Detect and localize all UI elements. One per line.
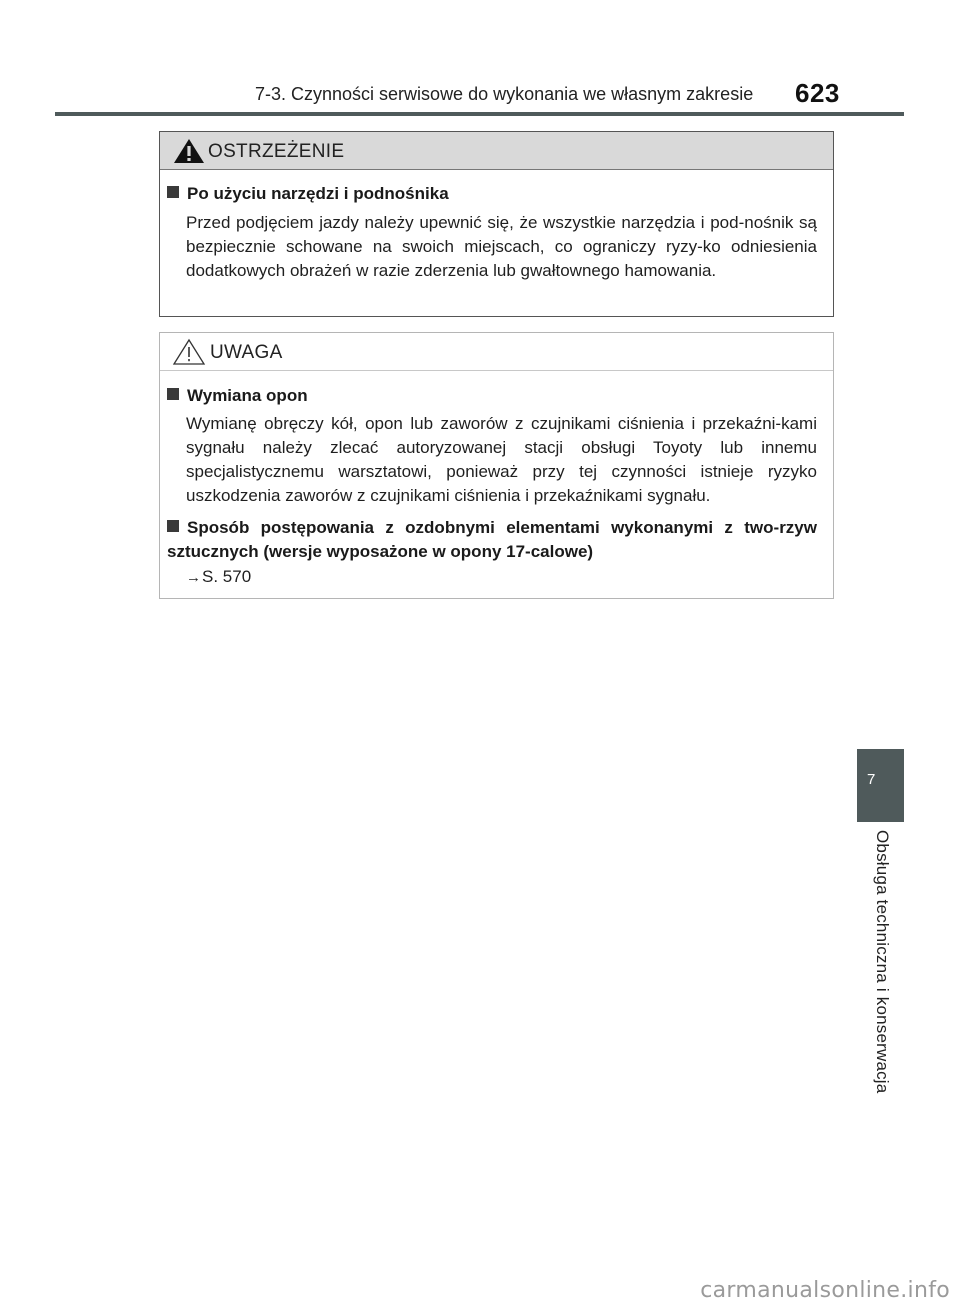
page-reference-link[interactable]: S. 570 xyxy=(202,567,252,586)
warning-triangle-outline-icon xyxy=(172,338,206,366)
caution-box-header xyxy=(160,333,833,371)
warning-triangle-filled-icon xyxy=(172,137,206,165)
watermark: carmanualsonline.info xyxy=(700,1278,950,1303)
warning-box xyxy=(159,131,834,317)
chapter-title: Obsługa techniczna i konserwacja xyxy=(873,830,892,1094)
warning-item-title xyxy=(167,182,817,206)
caution-item-title-text: Wymiana opon xyxy=(187,386,308,405)
bullet-square-icon xyxy=(167,520,179,532)
caution-item-title xyxy=(167,384,817,408)
caution-item-title xyxy=(167,516,817,564)
chapter-number: 7 xyxy=(867,771,876,788)
caution-box xyxy=(159,332,834,599)
header-rule xyxy=(55,112,904,116)
page-number: 623 xyxy=(795,78,840,108)
section-header: 7-3. Czynności serwisowe do wykonania we własnym zakresie xyxy=(255,84,754,104)
caution-heading: UWAGA xyxy=(210,342,283,363)
arrow-right-icon: → xyxy=(186,569,201,586)
warning-item-title-text: Po użyciu narzędzi i podnośnika xyxy=(187,184,449,203)
caution-item-text: Wymianę obręczy kół, opon lub zaworów z czujnikami ciśnienia i przekaźni-kami sygnału należy zlecać autoryzowanej stacji obsługi Toyoty lub innemu specjalistycznemu warsztatowi, ponieważ przy tej czynności istnieje ryzyko uszkodzenia zaworów z czujnikami ciśnienia i przekaźnikami sygnału. xyxy=(186,414,817,505)
bullet-square-icon xyxy=(167,186,179,198)
caution-item-ref[interactable] xyxy=(186,565,817,590)
chapter-tab[interactable] xyxy=(857,749,904,822)
warning-item-text: Przed podjęciem jazdy należy upewnić się, że wszystkie narzędzia i pod-nośnik są bezpiecznie schowane na swoich miejscach, co ograniczy ryzy-ko odniesienia dodatkowych obrażeń w razie zderzenia lub gwałtownego hamowania. xyxy=(186,213,817,280)
warning-heading: OSTRZEŻENIE xyxy=(208,141,345,162)
bullet-square-icon xyxy=(167,388,179,400)
caution-item-title-text: Sposób postępowania z ozdobnymi elementami wykonanymi z two-rzyw sztucznych (wersje wyposażone w opony 17-calowe) xyxy=(167,518,817,561)
warning-box-header xyxy=(160,132,833,170)
